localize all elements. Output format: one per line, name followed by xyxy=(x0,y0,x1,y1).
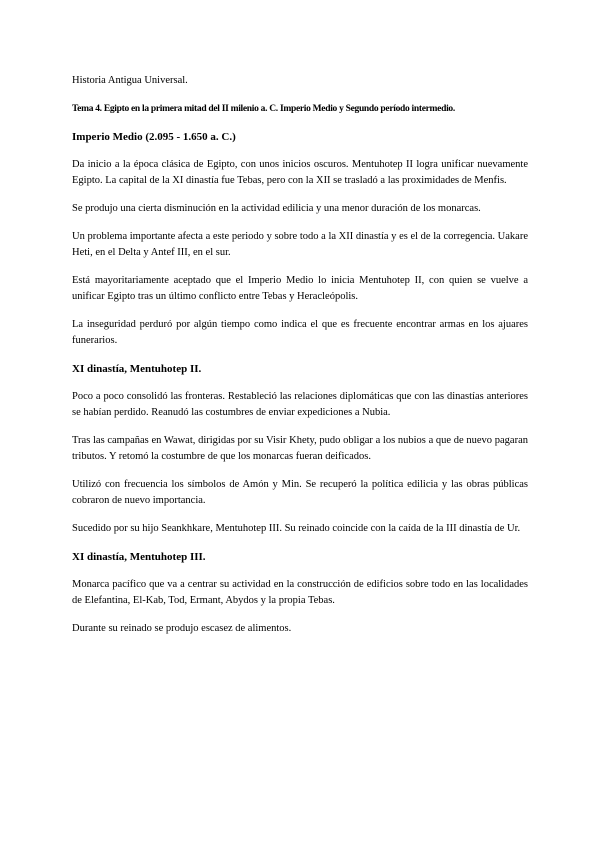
paragraph: Un problema importante afecta a este periodo y sobre todo a la XII dinastía y es el de la corregencia. Uakare Heti, en el Delta y Antef III, en el sur. xyxy=(72,231,528,258)
paragraph: Está mayoritariamente aceptado que el Imperio Medio lo inicia Mentuhotep II, con quien se vuelve a unificar Egipto tras un último conflicto entre Tebas y Heracleópolis. xyxy=(72,275,528,302)
paragraph: Tras las campañas en Wawat, dirigidas por su Visir Khety, pudo obligar a los nubios a que de nuevo pagaran tributos. Y retomó la costumbre de que los monarcas fueran deificados. xyxy=(72,435,528,462)
topic-title: Tema 4. Egipto en la primera mitad del II milenio a. C. Imperio Medio y Segundo período intermedio. xyxy=(72,104,455,114)
paragraph: Sucedido por su hijo Seankhkare, Mentuhotep III. Su reinado coincide con la caída de la III dinastía de Ur. xyxy=(72,523,521,534)
paragraph: La inseguridad perduró por algún tiempo como indica el que es frecuente encontrar armas en los ajuares funerarios. xyxy=(72,319,528,346)
paragraph: Utilizó con frecuencia los símbolos de Amón y Min. Se recuperó la política edilicia y las obras públicas cobraron de nuevo importancia. xyxy=(72,479,528,506)
course-title: Historia Antigua Universal. xyxy=(72,75,188,86)
section-heading-imperio-medio: Imperio Medio (2.095 - 1.650 a. C.) xyxy=(72,131,236,143)
paragraph: Durante su reinado se produjo escasez de alimentos. xyxy=(72,623,292,634)
paragraph: Se produjo una cierta disminución en la actividad edilicia y una menor duración de los monarcas. xyxy=(72,203,481,214)
section-heading-mentuhotep-ii: XI dinastía, Mentuhotep II. xyxy=(72,363,202,375)
paragraph: Da inicio a la época clásica de Egipto, con unos inicios oscuros. Mentuhotep II logra unificar nuevamente Egipto. La capital de la XI dinastía fue Tebas, pero con la XII se trasladó a las proximidades de Menfis. xyxy=(72,159,528,186)
section-heading-mentuhotep-iii: XI dinastía, Mentuhotep III. xyxy=(72,551,206,563)
paragraph: Poco a poco consolidó las fronteras. Restableció las relaciones diplomáticas que con las dinastías anteriores se habían perdido. Reanudó las costumbres de enviar expediciones a Nubia. xyxy=(72,391,528,418)
paragraph: Monarca pacífico que va a centrar su actividad en la construcción de edificios sobre todo en las localidades de Elefantina, El-Kab, Tod, Ermant, Abydos y la propia Tebas. xyxy=(72,579,528,606)
